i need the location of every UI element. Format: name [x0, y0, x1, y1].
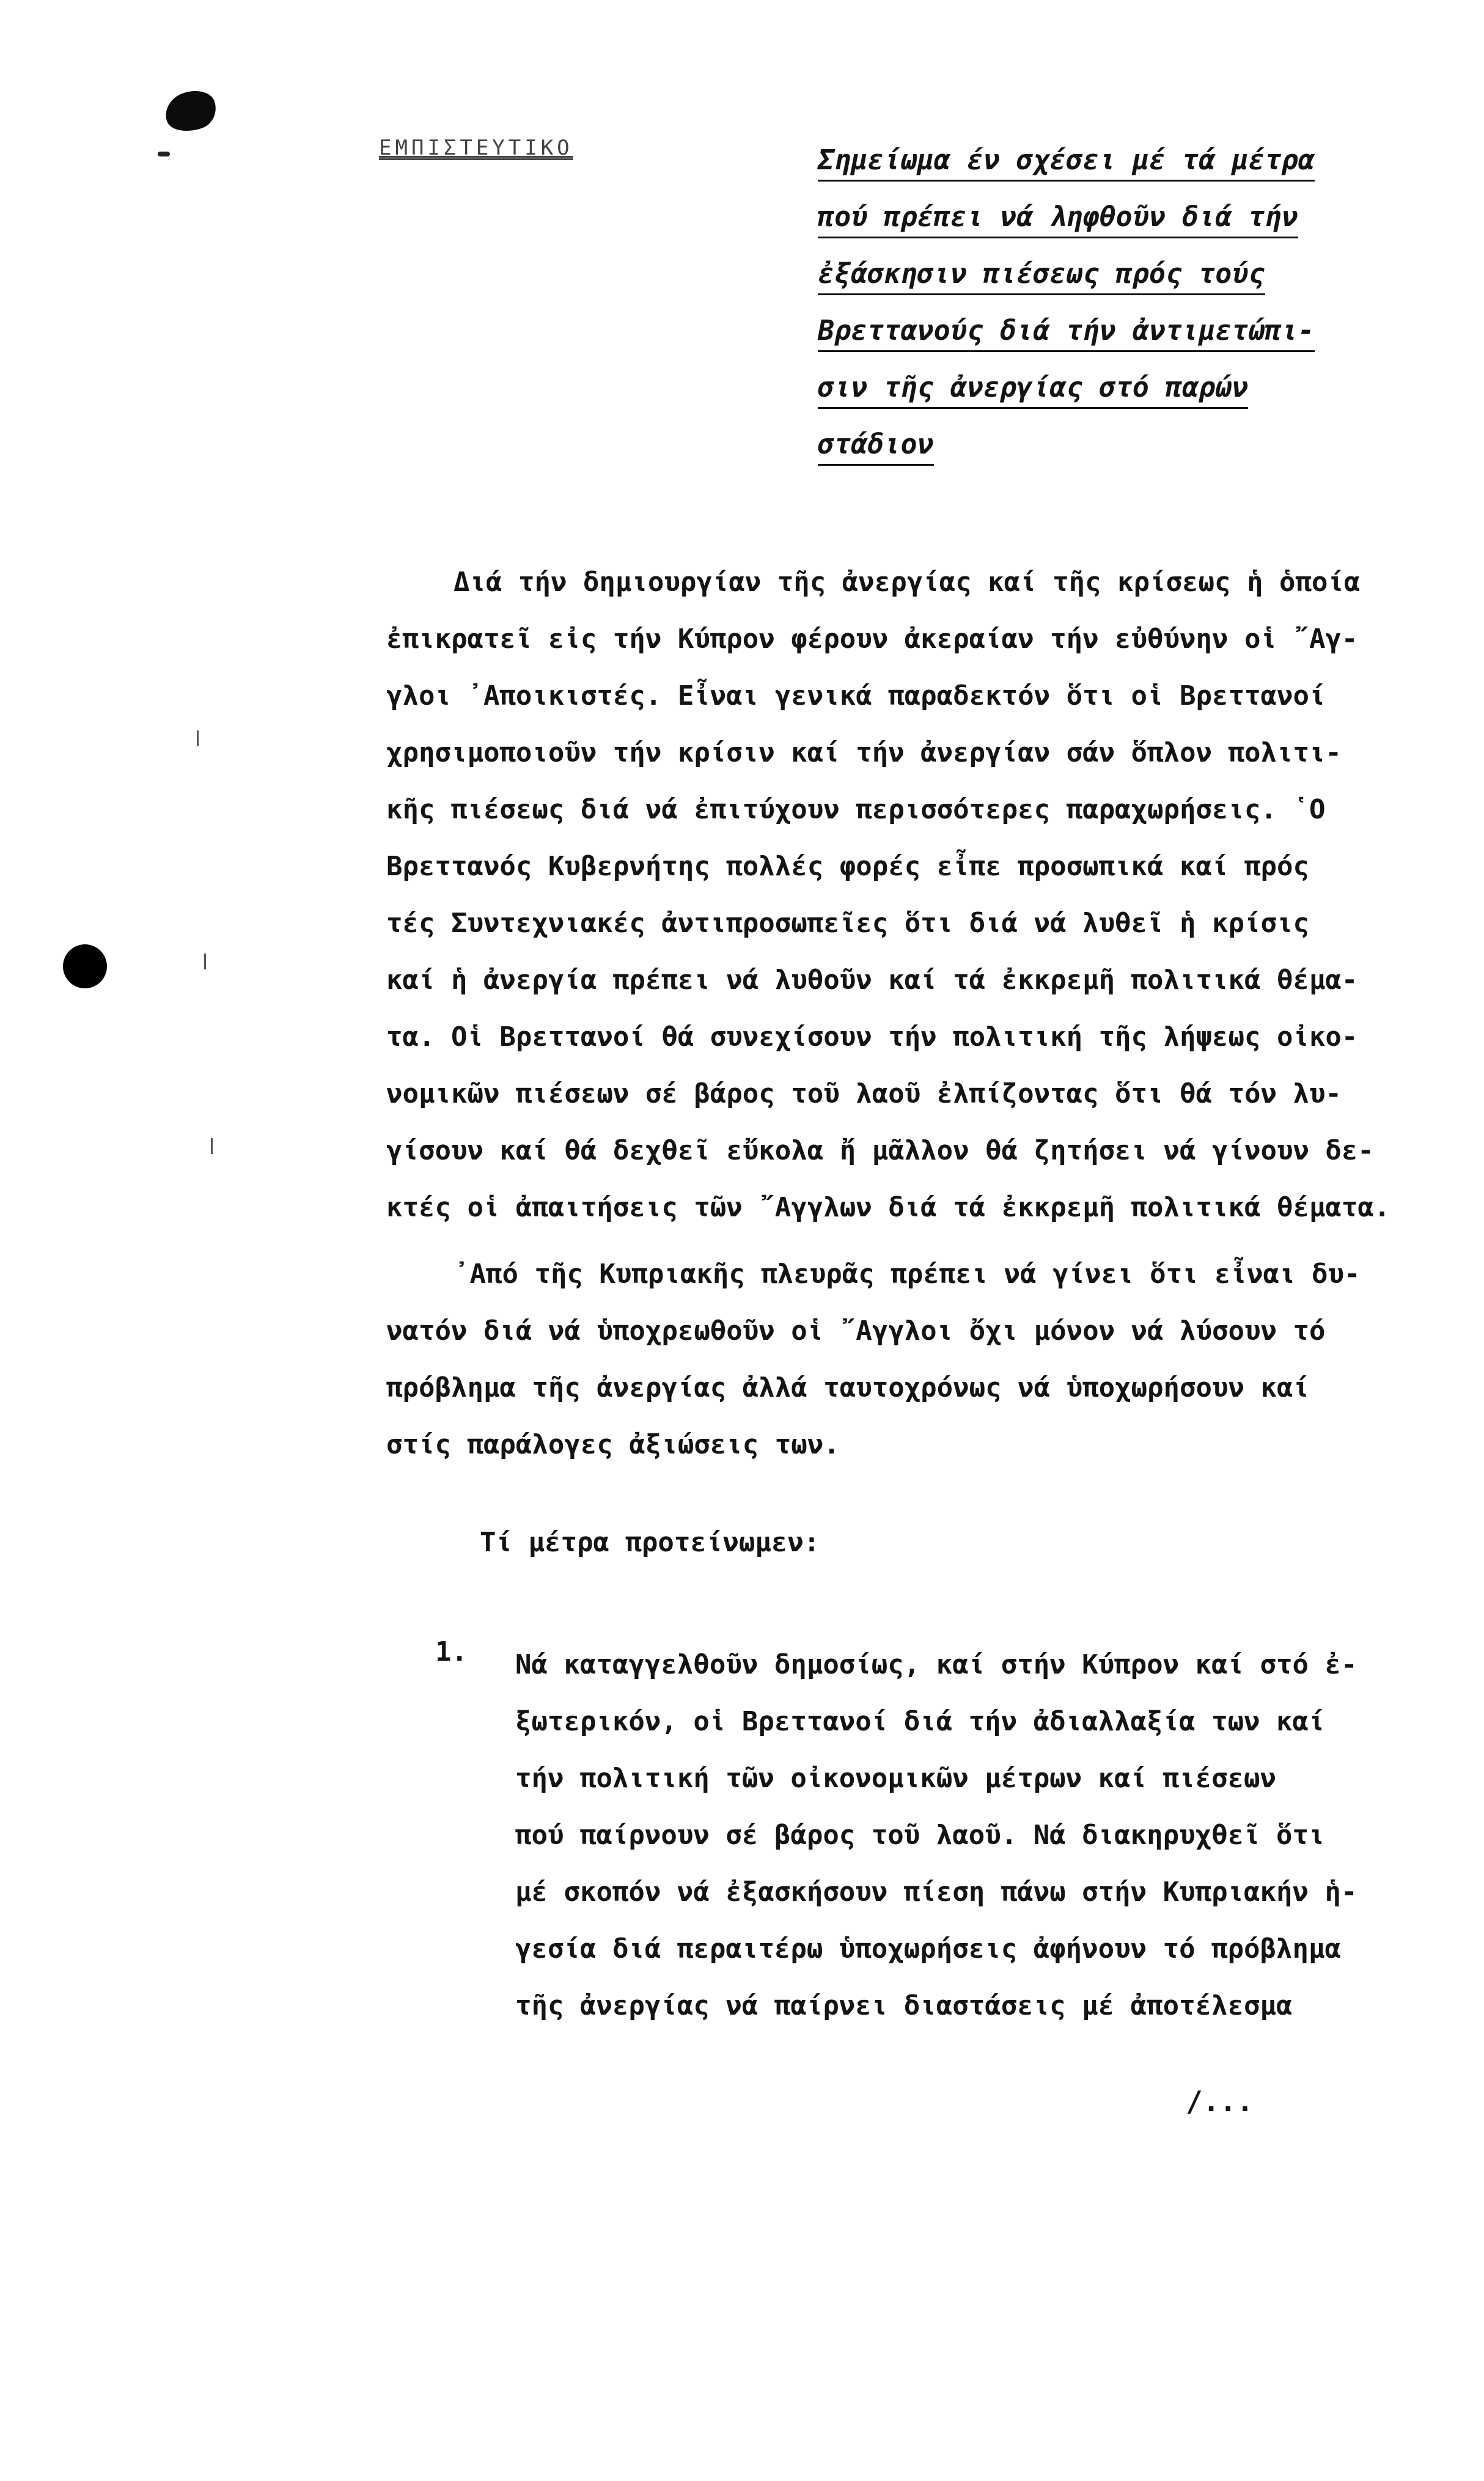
text-line: νατόν διά νά ὑποχρεωθοῦν οἱ ῎Αγγλοι ὄχι μόνον νά λύσουν τό	[386, 1315, 1326, 1347]
text-line: γίσουν καί θά δεχθεῖ εὔκολα ἤ μᾶλλον θά ζητήσει νά γίνουν δε-	[386, 1135, 1374, 1166]
text-line: Διά τήν δημιουργίαν τῆς ἀνεργίας καί τῆς κρίσεως ἡ ὁποία	[454, 567, 1361, 598]
paragraph-1	[386, 554, 1390, 1236]
heading-line: ἐξάσκησιν πιέσεως πρός τούς	[818, 245, 1380, 302]
margin-mark	[197, 730, 199, 746]
text-line: στίς παράλογες ἀξιώσεις των.	[386, 1429, 840, 1460]
text-line: Νά καταγγελθοῦν δημοσίως, καί στήν Κύπρον καί στό ἐ-	[515, 1649, 1357, 1680]
punch-hole	[63, 944, 107, 988]
heading-line: Βρεττανούς διά τήν ἀντιμετώπι-	[818, 302, 1380, 359]
text-line: τα. Οἱ Βρεττανοί θά συνεχίσουν τήν πολιτική τῆς λήψεως οἰκο-	[386, 1021, 1358, 1053]
text-line: πρόβλημα τῆς ἀνεργίας ἀλλά ταυτοχρόνως νά ὑποχωρήσουν καί	[386, 1372, 1309, 1403]
list-item-1	[515, 1636, 1383, 2034]
text-line: τήν πολιτική τῶν οἰκονομικῶν μέτρων καί πιέσεων	[515, 1763, 1277, 1794]
ink-blot	[160, 85, 221, 138]
text-line: ᾿Από τῆς Κυπριακῆς πλευρᾶς πρέπει νά γίνει ὅτι εἶναι δυ-	[454, 1259, 1361, 1290]
text-line: τές Συντεχνιακές ἀντιπροσωπεῖες ὅτι διά νά λυθεῖ ἡ κρίσις	[386, 908, 1309, 939]
text-line: γεσία διά περαιτέρω ὑποχωρήσεις ἀφήνουν τό πρόβλημα	[515, 1933, 1342, 1965]
heading-line: Σημείωμα έν σχέσει μέ τά μέτρα	[818, 131, 1380, 188]
classification-stamp: ΕΜΠΙΣΤΕΥΤΙΚΟ	[379, 136, 573, 160]
measures-heading: Τί μέτρα προτείνωμεν:	[480, 1527, 820, 1558]
memo-heading	[818, 131, 1380, 472]
text-line: πού παίρνουν σέ βάρος τοῦ λαοῦ. Νά διακηρυχθεῖ ὅτι	[515, 1820, 1325, 1851]
item-number: 1.	[435, 1636, 468, 1667]
text-line: νομικῶν πιέσεων σέ βάρος τοῦ λαοῦ ἐλπίζοντας ὅτι θά τόν λυ-	[386, 1078, 1342, 1109]
text-line: κῆς πιέσεως διά νά ἐπιτύχουν περισσότερες παραχωρήσεις. ῾Ο	[386, 794, 1326, 825]
text-line: μέ σκοπόν νά ἐξασκήσουν πίεση πάνω στήν Κυπριακήν ἡ-	[515, 1876, 1357, 1908]
paragraph-2	[386, 1246, 1376, 1473]
heading-line: πού πρέπει νά ληφθοῦν διά τήν	[818, 188, 1380, 245]
ink-mark	[158, 152, 170, 156]
text-line: γλοι ᾿Αποικιστές. Εἶναι γενικά παραδεκτόν ὅτι οἱ Βρεττανοί	[386, 680, 1326, 711]
text-line: κτές οἱ ἀπαιτήσεις τῶν ῎Αγγλων διά τά ἐκκρεμῆ πολιτικά θέματα.	[386, 1192, 1390, 1223]
text-line: τῆς ἀνεργίας νά παίρνει διαστάσεις μέ ἀποτέλεσμα	[515, 1990, 1293, 2021]
text-line: χρησιμοποιοῦν τήν κρίσιν καί τήν ἀνεργίαν σάν ὅπλον πολιτι-	[386, 737, 1342, 768]
text-line: ξωτερικόν, οἱ Βρεττανοί διά τήν ἀδιαλλαξία των καί	[515, 1706, 1325, 1737]
heading-line: σιν τῆς ἀνεργίας στό παρών στάδιον	[818, 359, 1380, 472]
margin-mark	[211, 1138, 213, 1154]
text-line: Βρεττανός Κυβερνήτης πολλές φορές εἶπε προσωπικά καί πρός	[386, 851, 1309, 882]
text-line: καί ἡ ἀνεργία πρέπει νά λυθοῦν καί τά ἐκκρεμῆ πολιτικά θέμα-	[386, 965, 1358, 996]
text-line: ἐπικρατεῖ εἰς τήν Κύπρον φέρουν ἀκεραίαν τήν εὐθύνην οἱ ῎Αγ-	[386, 623, 1358, 655]
continuation-mark: /...	[1186, 2085, 1254, 2118]
margin-mark	[204, 954, 206, 969]
